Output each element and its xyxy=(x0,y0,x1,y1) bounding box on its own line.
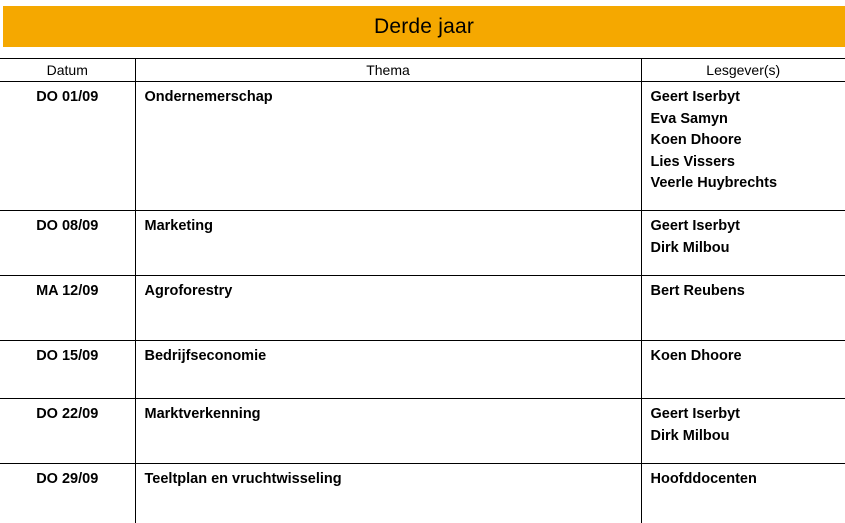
schedule-table xyxy=(0,58,845,523)
row-theme: Teeltplan en vruchtwisseling xyxy=(135,464,641,523)
teacher-name: Koen Dhoore xyxy=(650,132,742,148)
row-teachers xyxy=(641,341,845,399)
table-row xyxy=(0,276,845,341)
title-bar xyxy=(3,6,845,47)
teacher-name: Koen Dhoore xyxy=(650,348,742,364)
header-theme: Thema xyxy=(135,59,641,82)
row-theme: Agroforestry xyxy=(135,276,641,341)
row-date: DO 01/09 xyxy=(0,82,135,211)
page-title: Derde jaar xyxy=(373,14,475,38)
row-date: MA 12/09 xyxy=(0,276,135,341)
row-date: DO 29/09 xyxy=(36,471,99,487)
teacher-name: Eva Samyn xyxy=(650,110,728,127)
teacher-name: Geert Iserbyt xyxy=(650,406,740,422)
row-teachers xyxy=(641,211,845,276)
header-date: Datum xyxy=(0,59,135,82)
row-theme: Marktverkenning xyxy=(135,399,641,464)
teacher-name: Dirk Milbou xyxy=(650,239,730,256)
header-teachers: Lesgever(s) xyxy=(641,59,845,82)
teacher-name: Geert Iserbyt xyxy=(650,89,740,105)
row-date: DO 15/09 xyxy=(0,341,135,399)
row-teachers xyxy=(641,82,845,211)
table-row xyxy=(0,82,845,211)
row-date: DO 08/09 xyxy=(0,211,135,276)
teacher-name: Lies Vissers xyxy=(650,153,735,170)
row-teachers xyxy=(641,399,845,464)
teacher-name: Dirk Milbou xyxy=(650,427,730,444)
table-row xyxy=(0,341,845,399)
teacher-name: Bert Reubens xyxy=(650,283,745,299)
header-row xyxy=(0,59,845,82)
row-date: DO 22/09 xyxy=(0,399,135,464)
table-row xyxy=(0,399,845,464)
teacher-name: Veerle Huybrechts xyxy=(650,175,778,191)
row-theme: Ondernemerschap xyxy=(135,82,641,211)
teacher-name: Hoofddocenten xyxy=(650,471,757,487)
row-teachers xyxy=(641,464,845,523)
table-row xyxy=(0,464,845,523)
table-row xyxy=(0,211,845,276)
row-theme: Bedrijfseconomie xyxy=(135,341,641,399)
row-theme: Marketing xyxy=(135,211,641,276)
row-teachers xyxy=(641,276,845,341)
teacher-name: Geert Iserbyt xyxy=(650,218,740,234)
